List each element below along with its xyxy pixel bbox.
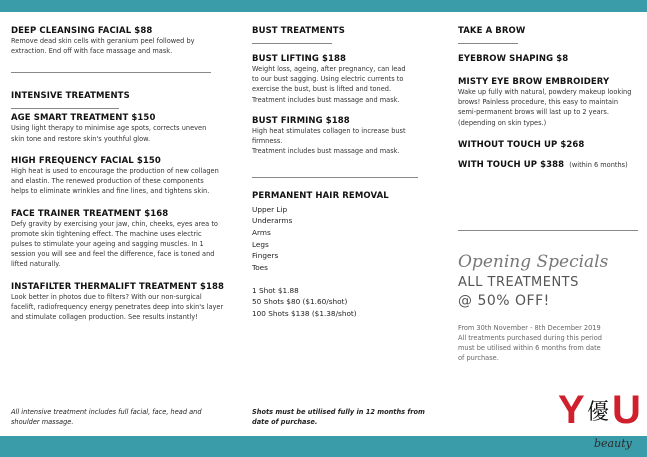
intensive-footnote: All intensive treatment includes full facial, face, head and shoulder massage. [11, 408, 202, 426]
promo-period: From 30th November - 8th December 2019 [458, 324, 601, 332]
divider [252, 177, 418, 178]
bust-lifting-note: Treatment includes bust massage and mask. [252, 95, 400, 104]
bust-heading: BUST TREATMENTS [252, 26, 345, 36]
misty-brow-title: MISTY EYE BROW EMBROIDERY [458, 77, 610, 87]
logo-letter-u: U [612, 388, 641, 432]
bust-firming-desc: High heat stimulates collagen to increase bust firmness. [252, 126, 406, 146]
hair-area-list [252, 204, 432, 274]
shots-footnote: Shots must be utilised fully in 12 months from date of purchase. [252, 408, 425, 426]
instafilter-title: INSTAFILTER THERMALIFT TREATMENT $188 [11, 281, 225, 292]
all-treatments-text: ALL TREATMENTS [458, 275, 579, 290]
logo-seal: 優 [585, 398, 611, 428]
face-trainer-title: FACE TRAINER TREATMENT $168 [11, 208, 169, 219]
list-item: Upper Lip [252, 204, 288, 214]
age-smart-title: AGE SMART TREATMENT $150 [11, 113, 156, 124]
age-smart-desc: Using light therapy to minimise age spots, corrects uneven skin tone and restore skin's youthful glow. [11, 124, 207, 143]
within-note: (within 6 months) [569, 160, 628, 169]
list-item: Fingers [252, 251, 279, 261]
column-facial [11, 26, 226, 322]
hair-removal-heading: PERMANENT HAIR REMOVAL [252, 190, 389, 201]
bust-lifting-title: BUST LIFTING $188 [252, 54, 347, 64]
divider [458, 43, 518, 44]
list-item: 1 Shot $1.88 [252, 285, 299, 295]
logo-letter-y: Y [558, 388, 585, 432]
list-item: Arms [252, 227, 271, 237]
face-trainer-desc: Defy gravity by exercising your jaw, chin, cheeks, eyes area to promote skin tightening effect. The machine uses electric pulses to stimulate your ageing and sagging muscles. In 1 session you will see and feel the difference, face is toned and lifted naturally. [11, 219, 218, 269]
opening-specials-heading: Opening Specials [458, 252, 609, 272]
instafilter-desc: Look better in photos due to filters? With our non-surgical facelift, radiofrequency energy penetrates deep into skin's layer and stimulate collagen production. See results instantly! [11, 292, 224, 322]
list-item: Legs [252, 239, 269, 249]
list-item: 100 Shots $138 ($1.38/shot) [252, 308, 357, 318]
top-band [0, 0, 647, 12]
divider [252, 43, 332, 44]
bust-lifting-desc: Weight loss, ageing, after pregnancy, can lead to our bust sagging. Using electric currents to exercise the bust, bust is lifted and toned. [252, 65, 406, 94]
logo-tagline: beauty [594, 437, 632, 450]
divider [11, 108, 119, 109]
bottom-band [0, 436, 647, 457]
eyebrow-shaping-title: EYEBROW SHAPING $8 [458, 54, 569, 64]
hair-price-list [252, 285, 432, 320]
you-beauty-logo [558, 388, 642, 454]
discount-text: @ 50% OFF! [458, 293, 550, 309]
column-bust-hair [252, 26, 432, 320]
with-touch-up-price: WITH TOUCH UP $388 [458, 159, 565, 170]
bust-firming-note: Treatment includes bust massage and mask. [252, 147, 400, 156]
list-item: 50 Shots $80 ($1.60/shot) [252, 297, 348, 307]
high-frequency-title: HIGH FREQUENCY FACIAL $150 [11, 155, 161, 166]
column-brow [458, 26, 638, 171]
high-frequency-desc: High heat is used to encourage the production of new collagen and elastin. The renewed production of these components helps to eliminate wrinkles and fine lines, and tightens skin. [11, 166, 219, 196]
without-touch-up-price: WITHOUT TOUCH UP $268 [458, 139, 585, 150]
bust-firming-title: BUST FIRMING $188 [252, 115, 350, 126]
divider [458, 230, 638, 231]
brow-heading: TAKE A BROW [458, 26, 526, 36]
intensive-heading: INTENSIVE TREATMENTS [11, 91, 130, 102]
list-item: Toes [252, 262, 268, 272]
divider [11, 72, 211, 73]
deep-cleansing-desc: Remove dead skin cells with geranium peel followed by extraction. End off with face massage and mask. [11, 37, 195, 56]
promo-period-note: All treatments purchased during this period must be utilised within 6 months from date of purchase. [458, 334, 602, 363]
with-touch-up-row [458, 152, 638, 171]
list-item: Underarms [252, 216, 293, 226]
deep-cleansing-title: DEEP CLEANSING FACIAL $88 [11, 26, 153, 36]
misty-brow-desc: Wake up fully with natural, powdery makeup looking brows! Painless procedure, this easy to maintain semi-permanent brows will last up to 2 years. (depending on skin types.) [458, 88, 632, 127]
